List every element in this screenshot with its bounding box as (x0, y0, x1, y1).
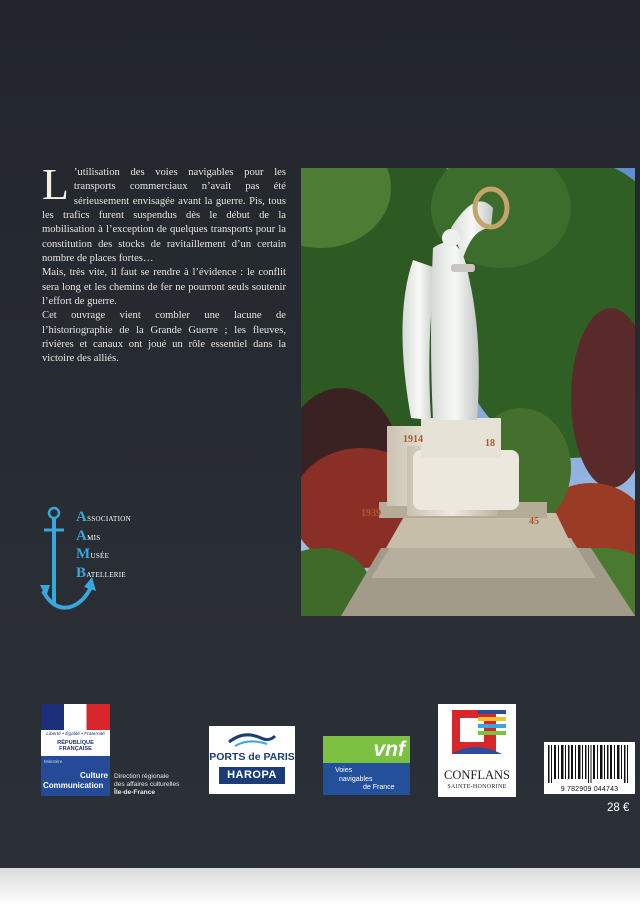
isbn-barcode (544, 742, 635, 794)
memorial-photo (301, 168, 635, 616)
intro-paragraph-1: ’utilisation des voies navigables pour les transports commerciaux n’avait pas été sérieusement envisagée avant la guerre. Pis, tous les trafics furent suspendus dès le début de la mobilisation à l’exception de quelques transports pour la constitution des stocks de ravitaillement d’un certain nombre de places fortes… (42, 167, 286, 265)
republique-motto: Liberté • Égalité • Fraternité (46, 732, 105, 737)
isbn-number: 9 782909 044743 (560, 786, 619, 793)
communication-label: Communication (43, 781, 104, 790)
drop-cap: L (42, 160, 69, 209)
association-line-1: Association (76, 509, 131, 525)
memorial-year-right: 18 (485, 438, 495, 449)
conflans-name: CONFLANS (444, 768, 510, 782)
conflans-sub: SAINTE-HONORINE (447, 784, 507, 790)
association-logo (40, 505, 200, 617)
memorial-plinth-left: 1939 (361, 508, 381, 519)
barcode-bars (544, 742, 635, 784)
ministere-culture-logo (41, 756, 110, 796)
association-line-4: Batellerie (76, 564, 126, 581)
conflans-emblem-icon (438, 704, 516, 766)
vnf-subtitle (335, 767, 407, 793)
ministere-label: Ministère (44, 759, 63, 764)
page-edge (0, 868, 640, 905)
drac-text (114, 773, 194, 796)
memorial-illustration (301, 168, 635, 616)
association-line-3: Musée (76, 546, 110, 563)
drac-line-1: Direction régionale (114, 773, 169, 780)
association-line-2: Amis (76, 527, 101, 544)
conflans-logo (438, 704, 516, 797)
memorial-year-left: 1914 (403, 434, 423, 445)
ports-title: PORTS de PARIS (209, 751, 295, 763)
marianne-flag-icon (41, 704, 110, 730)
haropa-label: HAROPA (219, 767, 285, 784)
vnf-logo (323, 736, 410, 795)
drac-line-2: des affaires culturelles (114, 780, 180, 788)
vnf-sub-2: navigables (339, 775, 373, 783)
price-label: 28 € (607, 802, 630, 814)
wave-icon (209, 726, 295, 750)
intro-paragraph-3: Cet ouvrage vient combler une lacune de l’historiographie de la Grande Guerre ; les fleuves, rivières et canaux ont joué un rôle essentiel dans la victoire des alliés. (42, 310, 286, 365)
intro-paragraph-2: Mais, très vite, il faut se rendre à l’évidence : le conflit sera long et les chemins de fer ne pourront seuls soutenir l’effort de guerre. (42, 267, 286, 308)
republique-name: RÉPUBLIQUE FRANÇAISE (57, 740, 94, 752)
intro-text (42, 160, 286, 367)
association-name (76, 509, 131, 583)
drac-line-3: Île-de-France (114, 788, 156, 796)
memorial-plinth-right: 45 (529, 516, 539, 527)
vnf-sub-1: Voies (335, 767, 353, 774)
ports-de-paris-logo (209, 726, 295, 794)
vnf-sub-3: de France (363, 784, 395, 791)
partner-logos (0, 700, 640, 830)
vnf-wordmark: vnf (373, 738, 405, 761)
culture-label: Culture (80, 771, 108, 780)
